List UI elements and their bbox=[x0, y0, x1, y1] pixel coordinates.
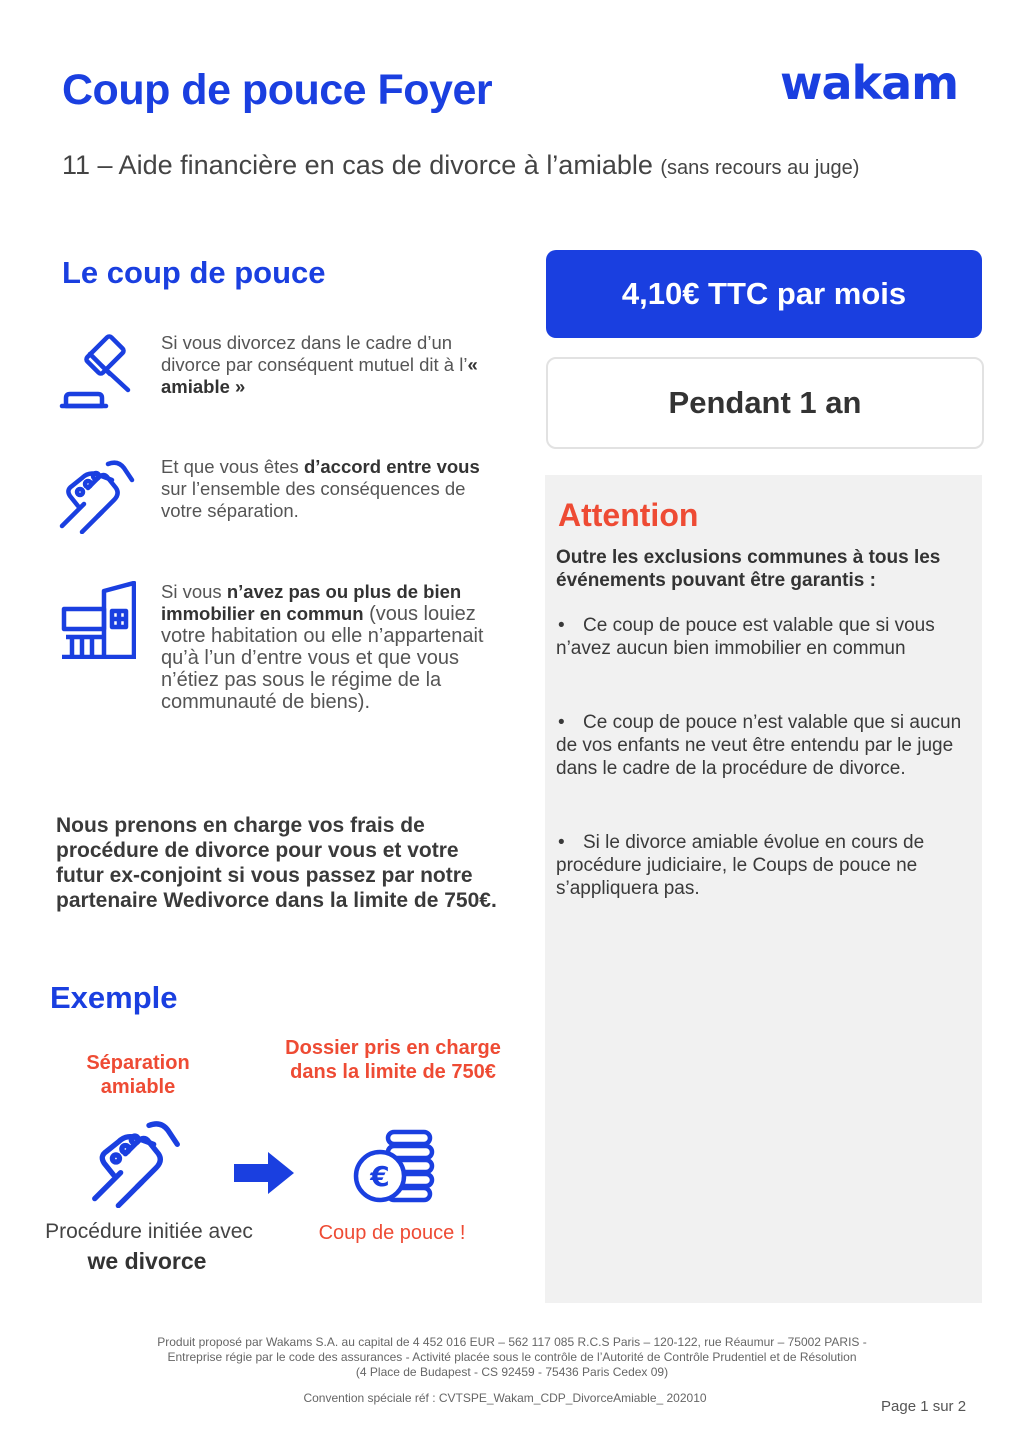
feature-text-part: Et que vous êtes bbox=[161, 456, 304, 477]
feature-text-part: (vous louiez votre habitation ou elle n’appartenait qu’à l’un d’entre vous et que vous n’étiez pas sous le régime de la communauté de biens). bbox=[161, 603, 484, 713]
page-title: Coup de pouce Foyer bbox=[62, 66, 493, 114]
price-box: 4,10€ TTC par mois bbox=[546, 250, 982, 338]
example-right-caption: Coup de pouce ! bbox=[318, 1222, 466, 1244]
feature-text-emphasis: n’avez pas ou plus de bien immobilier en commun bbox=[161, 581, 462, 624]
gavel-icon bbox=[58, 332, 136, 410]
feature-item-immobilier bbox=[58, 581, 498, 741]
bullet-text: Si le divorce amiable évolue en cours de procédure judiciaire, le Coups de pouce ne s’appliquera pas. bbox=[556, 832, 925, 899]
feature-text-part: Si vous bbox=[161, 581, 227, 602]
example-left-label: Séparation amiable bbox=[86, 1052, 190, 1098]
attention-bullet bbox=[556, 614, 968, 660]
feature-text bbox=[161, 581, 496, 713]
attention-intro: Outre les exclusions communes à tous les événements pouvant être garantis : bbox=[556, 547, 941, 591]
handshake-icon bbox=[88, 1116, 184, 1208]
example-left-caption: Procédure initiée avec bbox=[45, 1220, 253, 1243]
footer-legal-line-2: Entreprise régie par le code des assurances - Activité placée sous le contrôle de l’Autorité de Contrôle Prudentiel et de Résolution bbox=[167, 1350, 857, 1364]
feature-text-emphasis: « amiable » bbox=[161, 354, 478, 397]
footer-convention-ref: Convention spéciale réf : CVTSPE_Wakam_CDP_DivorceAmiable_ 202010 bbox=[303, 1391, 707, 1405]
example-right-label: Dossier pris en charge dans la limite de 750€ bbox=[285, 1037, 501, 1083]
wedivorce-logo: we divorce bbox=[87, 1248, 207, 1274]
attention-bullet bbox=[556, 831, 968, 900]
attention-title: Attention bbox=[558, 497, 699, 533]
page-subtitle bbox=[62, 150, 922, 183]
bullet-dot: • bbox=[558, 832, 565, 853]
feature-text-emphasis: d’accord entre vous bbox=[303, 456, 480, 477]
bullet-text: Ce coup de pouce n’est valable que si aucun de vos enfants ne veut être entendu par le juge dans le cadre de la procédure de divorce. bbox=[556, 712, 962, 779]
svg-text:€: € bbox=[370, 1160, 390, 1193]
attention-bullet bbox=[556, 711, 968, 780]
feature-text-part: Si vous divorcez dans le cadre d’un divorce par conséquent mutuel dit à l’ bbox=[161, 332, 468, 375]
period-box: Pendant 1 an bbox=[546, 357, 984, 449]
handshake-icon bbox=[58, 456, 136, 534]
coins-euro-icon bbox=[352, 1128, 436, 1204]
footer-legal-line-3: (4 Place de Budapest - CS 92459 - 75436 Paris Cedex 09) bbox=[355, 1365, 669, 1379]
section-heading-coup-de-pouce: Le coup de pouce bbox=[62, 255, 326, 290]
arrow-right-icon bbox=[232, 1150, 296, 1196]
feature-item-amiable bbox=[58, 332, 498, 412]
page-number: Page 1 sur 2 bbox=[881, 1398, 967, 1415]
footer-legal-line-1: Produit proposé par Wakams S.A. au capital de 4 452 016 EUR – 562 117 085 R.C.S Paris – 120-122, rue Réaumur – 75002 PARIS - bbox=[157, 1335, 867, 1349]
subtitle-note: (sans recours au juge) bbox=[660, 157, 860, 179]
bullet-text: Ce coup de pouce est valable que si vous n’avez aucun bien immobilier en commun bbox=[556, 615, 935, 659]
building-icon bbox=[58, 581, 136, 659]
bullet-dot: • bbox=[558, 712, 565, 733]
coverage-summary: Nous prenons en charge vos frais de procédure de divorce pour vous et votre futur ex-conjoint si vous passez par notre partenaire Wedivorce dans la limite de 750€. bbox=[56, 814, 497, 912]
feature-item-accord bbox=[58, 456, 498, 536]
feature-text-part: sur l’ensemble des conséquences de votre séparation. bbox=[161, 478, 466, 521]
feature-text bbox=[161, 456, 496, 522]
bullet-dot: • bbox=[558, 615, 565, 636]
section-heading-exemple: Exemple bbox=[50, 980, 178, 1015]
subtitle-main: 11 – Aide financière en cas de divorce à l’amiable bbox=[62, 150, 653, 180]
feature-text bbox=[161, 332, 496, 398]
wakam-logo: wakam bbox=[780, 56, 959, 110]
